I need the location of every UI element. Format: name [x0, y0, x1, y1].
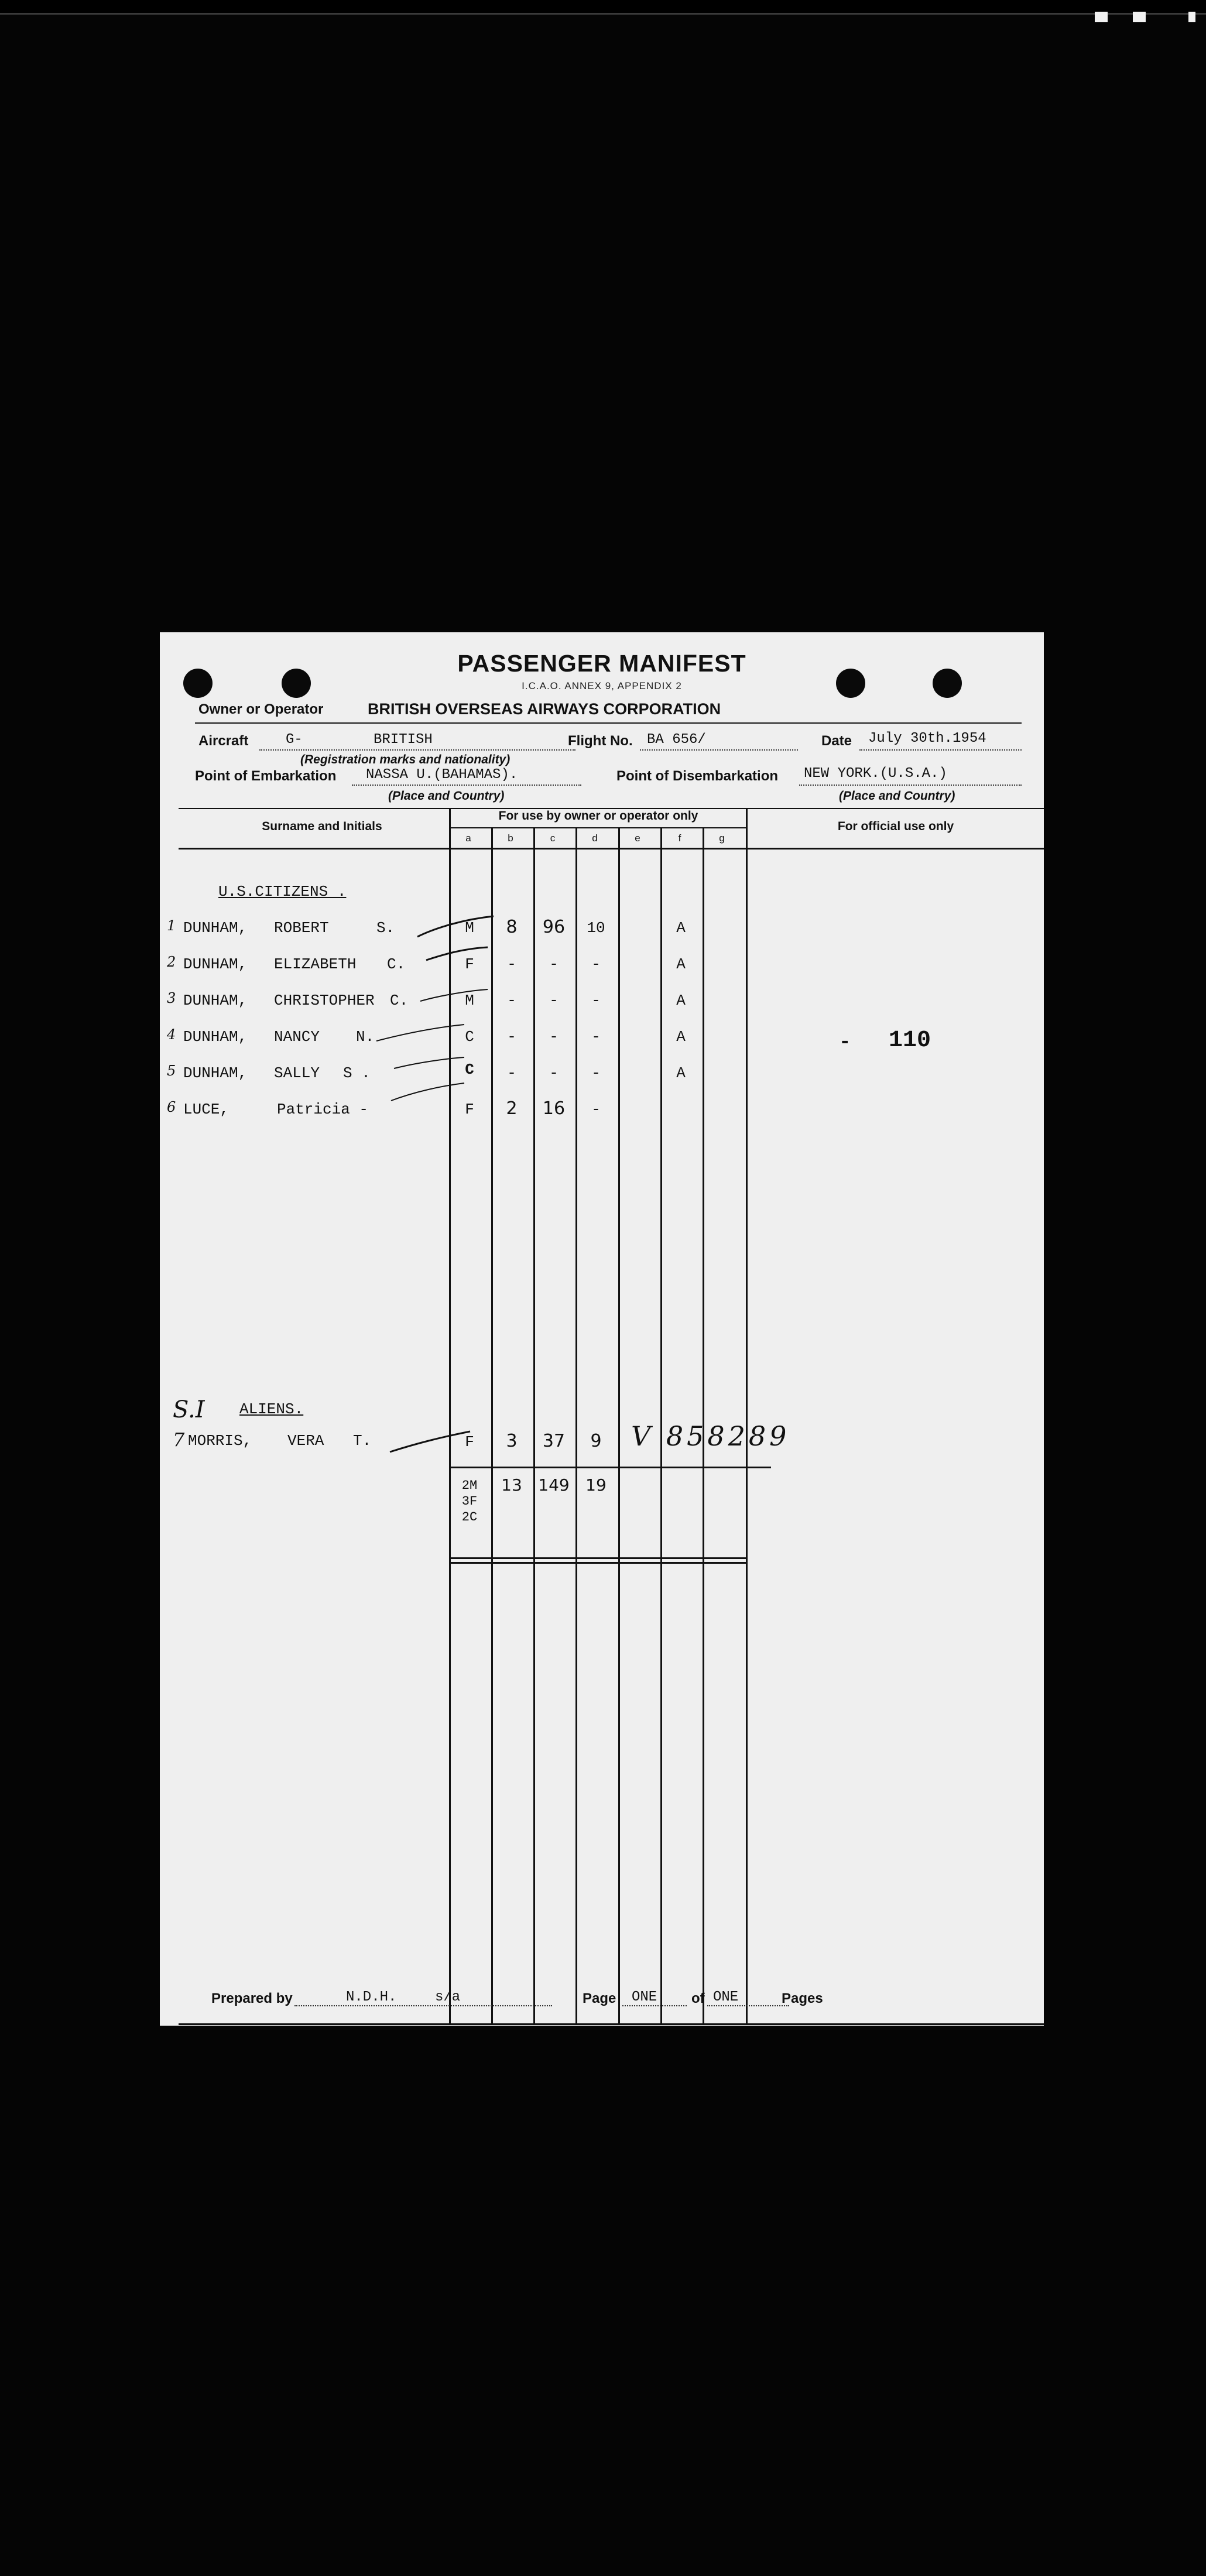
surname: DUNHAM, — [183, 1064, 248, 1082]
cell-d: - — [591, 955, 601, 973]
col-g-header: g — [719, 833, 725, 844]
rule — [195, 722, 1022, 724]
registration-note: (Registration marks and nationality) — [300, 753, 511, 766]
aircraft-reg: G- — [286, 732, 303, 748]
film-mark — [1095, 12, 1108, 22]
disembark-note: (Place and Country) — [839, 789, 955, 803]
cell-d: - — [591, 1064, 601, 1082]
total-b: 13 — [501, 1475, 522, 1495]
cell-d: - — [591, 1028, 601, 1046]
cell-a: F — [465, 955, 474, 973]
cell-f: A — [676, 1028, 686, 1046]
official-value: 110 — [889, 1027, 931, 1054]
cell-f: A — [676, 1064, 686, 1082]
of-dots — [707, 2005, 789, 2006]
totals-top-rule — [449, 1467, 771, 1468]
cell-a: F — [465, 1101, 474, 1118]
cell-b: - — [507, 955, 516, 973]
flight-value: BA 656/ — [647, 732, 706, 748]
total-c: 149 — [538, 1475, 570, 1495]
disembark-value: NEW YORK.(U.S.A.) — [804, 766, 947, 782]
film-edge — [0, 0, 1206, 13]
total-children: 2C — [461, 1510, 478, 1525]
surname: DUNHAM, — [183, 1028, 248, 1046]
cell-c: 37 — [542, 1431, 566, 1451]
cell-f: A — [676, 992, 686, 1009]
film-mark — [1188, 12, 1195, 22]
given-name: VERA — [287, 1432, 324, 1450]
owner-use-header: For use by owner or operator only — [498, 809, 698, 823]
initial: N. — [356, 1028, 375, 1046]
initial: T. — [353, 1432, 372, 1450]
flight-label: Flight No. — [568, 733, 633, 749]
cell-a: F — [465, 1433, 474, 1451]
total-d: 19 — [585, 1475, 607, 1495]
cell-a: C — [465, 1061, 474, 1078]
row-number: 2 — [167, 954, 176, 970]
flight-dots — [640, 749, 798, 751]
col-e-header: e — [635, 833, 640, 844]
given-name: ELIZABETH — [274, 955, 357, 973]
cell-a: M — [465, 992, 474, 1009]
page-subtitle: I.C.A.O. ANNEX 9, APPENDIX 2 — [522, 680, 682, 691]
cell-d: - — [591, 992, 601, 1009]
cell-b: 3 — [506, 1431, 518, 1451]
total-male: 2M — [461, 1478, 478, 1493]
disembark-label: Point of Disembarkation — [616, 768, 779, 784]
footer-rule — [179, 2023, 1044, 2025]
prepared-value: N.D.H. — [346, 1989, 397, 2005]
totals-bottom-rule — [449, 1562, 748, 1564]
embark-note: (Place and Country) — [388, 789, 505, 803]
cell-a: C — [465, 1028, 474, 1046]
page-title: PASSENGER MANIFEST — [457, 650, 746, 677]
cell-b: - — [507, 1028, 516, 1046]
film-edge-line — [0, 13, 1206, 15]
cell-b: 2 — [506, 1098, 518, 1119]
surname-header: Surname and Initials — [262, 820, 382, 833]
cell-d: 9 — [590, 1431, 602, 1451]
surname: DUNHAM, — [183, 992, 248, 1009]
page-label: Page — [583, 1991, 616, 2006]
cell-d: 10 — [587, 919, 605, 937]
owner-label: Owner or Operator — [198, 701, 324, 717]
manifest-sheet — [160, 632, 1044, 2026]
col-c-header: c — [550, 833, 556, 844]
col-line — [618, 828, 620, 2023]
totals-bottom-rule — [449, 1557, 748, 1559]
cell-c: - — [549, 1064, 559, 1082]
cell-a: M — [465, 919, 474, 937]
date-label: Date — [821, 733, 852, 749]
row-number: 4 — [167, 1026, 176, 1043]
col-line — [746, 809, 748, 2023]
embark-dots — [352, 785, 581, 786]
row-number: 5 — [167, 1063, 176, 1079]
initial: S . — [343, 1064, 371, 1082]
initial: C. — [390, 992, 409, 1009]
col-d-header: d — [592, 833, 598, 844]
cell-c: - — [549, 992, 559, 1009]
cell-c: - — [549, 1028, 559, 1046]
prepared-extra: s/a — [435, 1989, 461, 2005]
film-mark — [1133, 12, 1146, 22]
row-number: 1 — [167, 917, 176, 934]
date-value: July 30th.1954 — [868, 731, 986, 746]
col-b-header: b — [508, 833, 513, 844]
embark-value: NASSA U.(BAHAMAS). — [366, 767, 518, 783]
surname: MORRIS, — [188, 1432, 252, 1450]
row-number: 3 — [167, 990, 176, 1006]
header-bottom-rule — [179, 848, 1044, 849]
prepared-dots — [294, 2005, 552, 2006]
col-f-header: f — [678, 833, 681, 844]
aircraft-label: Aircraft — [198, 733, 249, 749]
prepared-label: Prepared by — [211, 1991, 293, 2006]
pages-label: Pages — [782, 1991, 823, 2006]
initial: C. — [387, 955, 406, 973]
cell-f: A — [676, 955, 686, 973]
cell-b: - — [507, 1064, 516, 1082]
aliens-prefix: S.I — [173, 1396, 205, 1423]
cell-b: - — [507, 992, 516, 1009]
aircraft-nationality: BRITISH — [374, 732, 433, 748]
given-name: NANCY — [274, 1028, 320, 1046]
given-name: ROBERT — [274, 919, 329, 937]
section-citizens: U.S.CITIZENS . — [218, 883, 347, 900]
embark-label: Point of Embarkation — [195, 768, 337, 784]
owner-value: BRITISH OVERSEAS AIRWAYS CORPORATION — [368, 700, 721, 718]
cell-c: 16 — [542, 1098, 566, 1119]
aircraft-dots — [259, 749, 575, 751]
section-aliens: ALIENS. — [239, 1400, 304, 1418]
row-number: 6 — [167, 1099, 176, 1115]
initial: S. — [376, 919, 395, 937]
handwritten-note: V 858289 — [631, 1420, 790, 1452]
cell-c: 96 — [542, 917, 566, 937]
cell-f: A — [676, 919, 686, 937]
official-dash: - — [839, 1032, 851, 1054]
row-number: 7 — [173, 1429, 185, 1451]
cell-b: 8 — [506, 917, 518, 937]
official-header: For official use only — [837, 820, 954, 833]
of-value: ONE — [713, 1989, 739, 2005]
disembark-dots — [799, 785, 1022, 786]
given-name: Patricia - — [277, 1101, 369, 1118]
col-a-header: a — [465, 833, 471, 844]
page-value: ONE — [632, 1989, 657, 2005]
surname: LUCE, — [183, 1101, 229, 1118]
cell-c: - — [549, 955, 559, 973]
given-name: SALLY — [274, 1064, 320, 1082]
surname: DUNHAM, — [183, 955, 248, 973]
given-name: CHRISTOPHER — [274, 992, 375, 1009]
surname: DUNHAM, — [183, 919, 248, 937]
cell-d: - — [591, 1101, 601, 1118]
page-dots — [622, 2005, 687, 2006]
total-female: 3F — [461, 1494, 478, 1509]
of-label: of — [691, 1991, 705, 2006]
date-dots — [859, 749, 1022, 751]
